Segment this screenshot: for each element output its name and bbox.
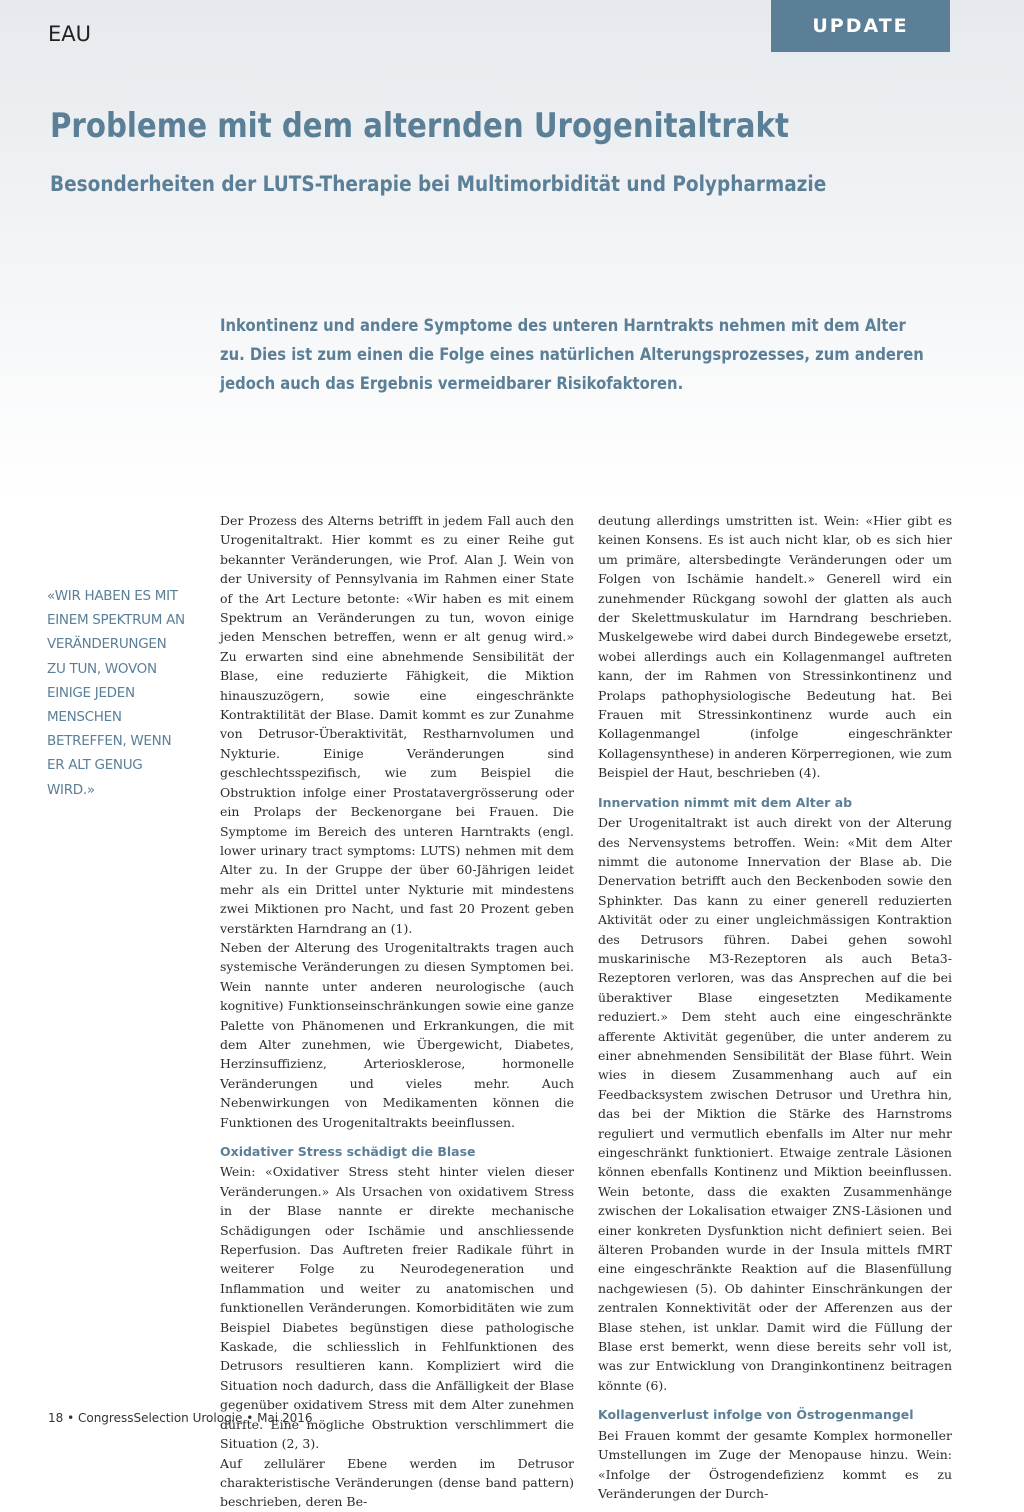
article-subtitle: Besonderheiten der LUTS-Therapie bei Multimorbidität und Polypharmazie [50,172,827,196]
text-column-right [598,511,952,1503]
article-lead: Inkontinenz und andere Symptome des unteren Harntrakts nehmen mit dem Alter zu. Dies ist zum einen die Folge eines natürlichen Alterungsprozesses, zum anderen jedoch auch das Ergebnis vermeidbarer Risikofaktoren. [220,316,924,394]
paragraph: deutung allerdings umstritten ist. Wein: «Hier gibt es keinen Konsens. Es ist auch nicht klar, ob es sich hier um primäre, altersbedingte Veränderungen oder um Folgen von Ischämie handelt.» Generell wird ein zunehmender Rückgang sowohl der glatten als auch der Skelettmuskulatur im Harndrang beschrieben. Muskelgewebe wird dabei durch Bindegewebe ersetzt, wobei allerdings auch ein Kollagenmangel auftreten kann, der im Rahmen von Stressinkontinenz und Prolaps pathophysiologische Bedeutung hat. Bei Frauen mit Stressinkontinenz wurde auch ein Kollagenmangel (infolge eingeschränkter Kollagensynthese) in anderen Körperregionen, wie zum Beispiel der Haut, beschrieben (4). [598,513,952,781]
page-footer: 18 • CongressSelection Urologie • Mai 2016 [48,1411,313,1425]
section-heading: Innervation nimmt mit dem Alter ab [598,794,853,810]
section-heading: Oxidativer Stress schädigt die Blase [220,1144,476,1159]
paragraph: Der Prozess des Alterns betrifft in jedem Fall auch den Urogenitaltrakt. Hier kommt es zu einer Reihe gut bekannter Veränderungen, wie Prof. Alan J. Wein von der University of Pennsylvania im Rahmen einer State of the Art Lecture betonte: «Wir haben es mit einem Spektrum an Veränderungen zu tun, wovon einige jeden Menschen betreffen, wenn er alt genug wird.» Zu erwarten sind eine abnehmende Sensibilität der Blase, eine reduzierte Fähigkeit, die Miktion hinauszuzögern, sowie eine eingeschränkte Kontraktilität der Blase. Damit kommt es zur Zunahme von Detrusor-Überaktivität, Restharnvolumen und Nykturie. Einige Veränderungen sind geschlechtsspezifisch, wie zum Beispiel die Obstruktion infolge einer Prostatavergrösserung oder ein Prolaps der Beckenorgane bei Frauen. Die Symptome im Bereich des unteren Harntrakts (engl. lower urinary tract symptoms: LUTS) nehmen mit dem Alter zu. In der Gruppe der über 60-Jährigen leidet mehr als ein Drittel unter Nykturie mit mindestens zwei Miktionen pro Nacht, und fast 20 Prozent geben verstärkten Harndrang an (1). [220,513,574,936]
paragraph: Bei Frauen kommt der gesamte Komplex hormoneller Umstellungen im Zuge der Menopause hinzu. Wein: «Infolge der Östrogendefizienz kommt es zu Veränderungen der Durch- [598,1427,952,1501]
text-column-left [220,511,574,1512]
paragraph: Auf zellulärer Ebene werden im Detrusor charakteristische Veränderungen (dense band pattern) beschrieben, deren Be- [220,1455,574,1510]
update-tag: UPDATE [771,0,950,52]
paragraph: Neben der Alterung des Urogenitaltrakts tragen auch systemische Veränderungen zu diesen Symptomen bei. Wein nannte unter anderen neurologische (auch kognitive) Funktionseinschränkungen sowie eine ganze Palette von Phänomenen und Erkrankungen, die mit dem Alter zunehmen, wie Übergewicht, Diabetes, Herzinsuffizienz, Arteriosklerose, hormonelle Veränderungen und vieles mehr. Auch Nebenwirkungen von Medikamenten können die Funktionen des Urogenitaltrakts beeinflussen. [220,939,574,1130]
paragraph: Wein: «Oxidativer Stress steht hinter vielen dieser Veränderungen.» Als Ursachen von oxidativem Stress in der Blase nannte er direkte mechanische Schädigungen oder Ischämie und anschliessende Reperfusion. Das Auftreten freier Radikale führt in weiterer Folge zu Neurodegeneration und Inflammation und weiter zu anatomischen und funktionellen Veränderungen. Komorbiditäten wie zum Beispiel Diabetes begünstigen diese pathologische Kaskade, die schliesslich in Fehlfunktionen des Detrusors resultieren kann. Kompliziert wird die Situation noch dadurch, dass die Anfälligkeit der Blase gegenüber oxidativem Stress mit dem Alter zunehmen dürfte. Eine mögliche Obstruktion verschlimmert die Situation (2, 3). [220,1164,574,1452]
header-background [0,0,1024,500]
article-title: Probleme mit dem alternden Urogenitaltrakt [50,106,789,146]
section-label: EAU [48,22,92,46]
pull-quote: «WIR HABEN ES MIT EINEM SPEKTRUM AN VERÄNDERUNGEN ZU TUN, WOVON EINIGE JEDEN MENSCHEN BETREFFEN, WENN ER ALT GENUG WIRD.» [47,588,185,798]
paragraph: Der Urogenitaltrakt ist auch direkt von der Alterung des Nervensystems betroffen. Wein: «Mit dem Alter nimmt die autonome Innervation der Blase ab. Die Denervation betrifft auch den Beckenboden sowie den Sphinkter. Das kann zu einer generell reduzierten Aktivität oder zu einer ungleichmässigen Kontraktion des Detrusors führen. Dabei gehen sowohl muskarinische M3-Rezeptoren als auch Beta3-Rezeptoren verloren, was das Ansprechen auf die bei überaktiver Blase eingesetzten Medikamente reduziert.» Dem steht auch eine eingeschränkte afferente Aktivität gegenüber, die unter anderem zu einer abnehmenden Sensibilität der Blase führt. Wein wies in diesem Zusammenhang auch auf ein Feedbacksystem zwischen Detrusor und Urethra hin, das bei der Miktion die Stärke des Harnstroms reguliert und vermutlich ebenfalls im Alter nur mehr eingeschränkt funktioniert. Etwaige zentrale Läsionen können ebenfalls Kontinenz und Miktion beeinflussen. Wein betonte, dass die exakten Zusammenhänge zwischen der Lokalisation etwaiger ZNS-Läsionen und einer konkreten Dysfunktion nicht definiert seien. Bei älteren Probanden wurde in der Insula mittels fMRT eine eingeschränkte Reaktion auf die Blasenfüllung nachgewiesen (5). Ob dahinter Einschränkungen der zentralen Konnektivität oder der Afferenzen aus der Blase stehen, ist unklar. Damit wird die Füllung der Blase erst bemerkt, wenn diese bereits sehr voll ist, was zur Entwicklung von Dranginkontinenz beitragen könnte (6). [598,815,952,1393]
section-heading: Kollagenverlust infolge von Östrogenmangel [598,1407,914,1423]
